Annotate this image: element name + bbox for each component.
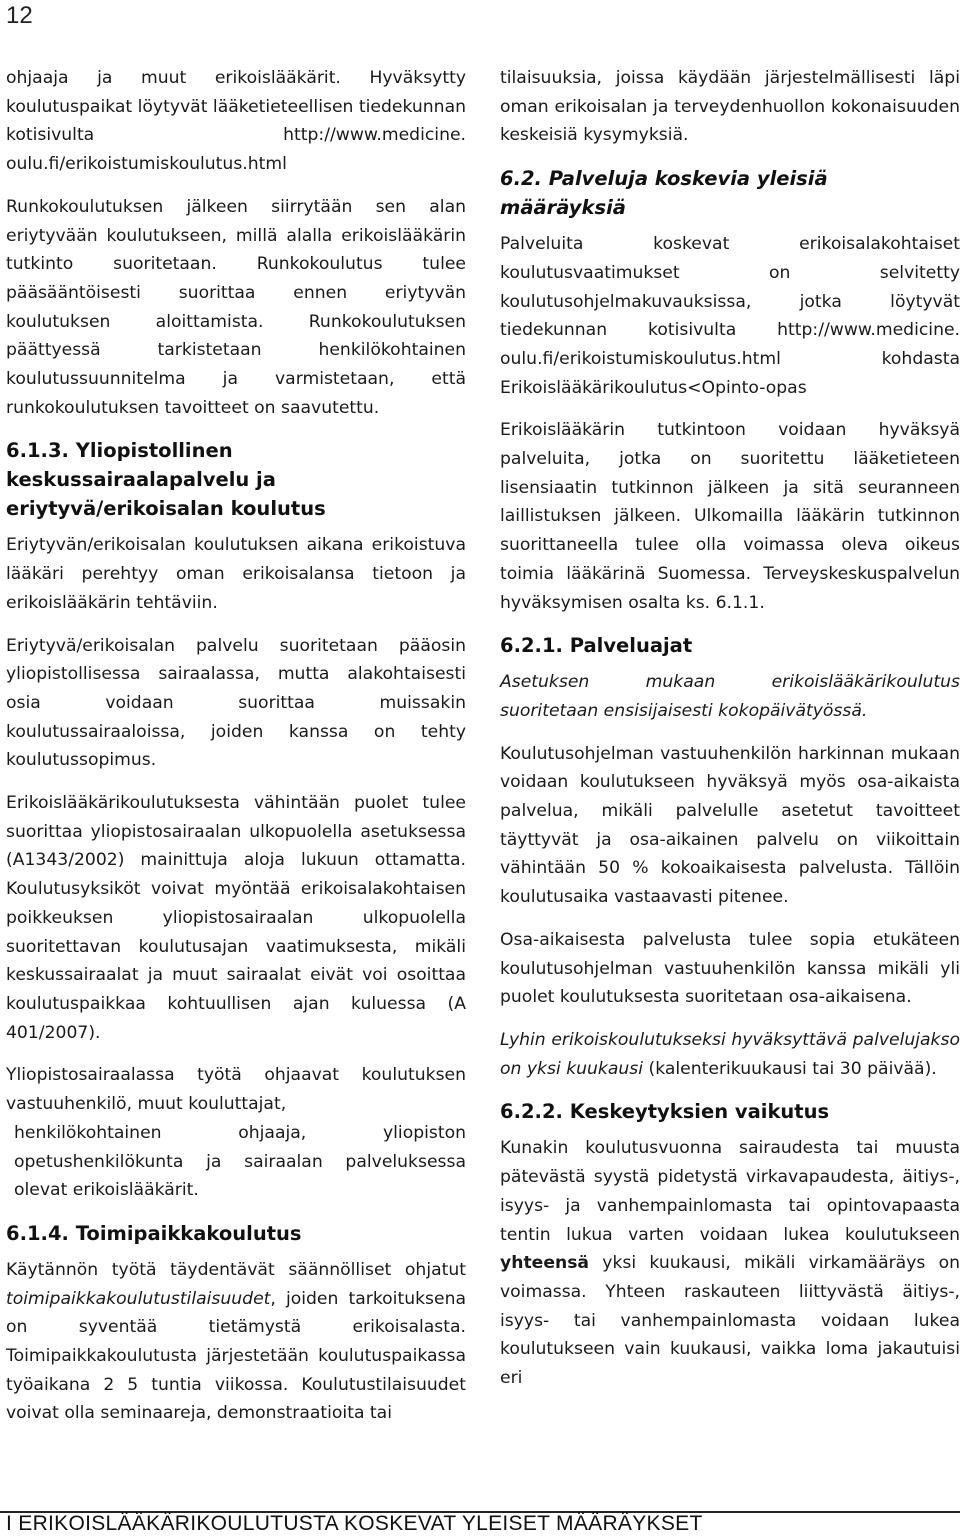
text-run: (kalenterikuukausi tai 30 päivää). bbox=[643, 1058, 937, 1079]
text-run: , joiden tarkoituksena on syventää tietämystä erikoisalasta. Toimipaikkakoulutusta järjestetään koulutuspaikassa työaikana 2 5 tuntia viikossa. Koulutustilaisuudet voivat olla seminaareja, demonstraatioita tai bbox=[6, 1288, 466, 1424]
page-number: 12 bbox=[6, 2, 33, 29]
paragraph: tilaisuuksia, joissa käydään järjestelmällisesti läpi oman erikoisalan ja terveydenhuollon kokonaisuuden keskeisiä kysymyksiä. bbox=[500, 68, 960, 146]
text-run: Käytännön työtä täydentävät säännölliset ohjatut bbox=[6, 1259, 466, 1280]
section-heading-6-2-2: 6.2.2. Keskeytyksien vaikutus bbox=[500, 1100, 830, 1124]
paragraph: Yliopistosairaalassa työtä ohjaavat koulutuksen vastuuhenkilö, muut kouluttajat, bbox=[6, 1065, 466, 1115]
paragraph: Erikoislääkärikoulutuksesta vähintään puolet tulee suorittaa yliopistosairaalan ulkopuolella asetuksessa (A1343/2002) mainittuja aloja lukuun ottamatta. Koulutusyksiköt voivat myöntää erikoisalakohtaisen poikkeuksen yliopistosairaalan ulkopuolella suoritettavan koulutusajan vaatimuksesta, mikäli keskussairaalat ja muut sairaalat eivät voi osoittaa koulutuspaikkaa kohtuullisen ajan kuluessa (A 401/2007). bbox=[6, 793, 466, 1043]
paragraph bbox=[500, 1134, 960, 1392]
paragraph-italic: Asetuksen mukaan erikoislääkärikoulutus suoritetaan ensisijaisesti kokopäivätyössä. bbox=[500, 672, 960, 721]
italic-term: toimipaikkakoulutustilaisuudet bbox=[6, 1288, 271, 1309]
left-column bbox=[6, 64, 466, 1442]
paragraph: Eriytyvä/erikoisalan palvelu suoritetaan pääosin yliopistollisessa sairaalassa, mutta alakohtaisesti osia voidaan suorittaa muissakin koulutussairaaloissa, joiden kanssa on tehty koulutussopimus. bbox=[6, 635, 466, 771]
text-run: Kunakin koulutusvuonna sairaudesta tai muusta pätevästä syystä pidetystä virkavapaudesta, äitiys-, isyys- ja vanhempainlomasta tai opintovapaasta tentin lukua varten voidaan lukea koulutukseen bbox=[500, 1138, 960, 1245]
section-heading-6-1-3: 6.1.3. Yliopistollinen keskussairaalapalvelu ja eriytyvä/erikoisalan koulutus bbox=[6, 439, 326, 521]
paragraph: Osa-aikaisesta palvelusta tulee sopia etukäteen koulutusohjelman vastuuhenkilön kanssa mikäli yli puolet koulutuksesta suoritetaan osa-aikaisena. bbox=[500, 929, 960, 1008]
paragraph: Palveluita koskevat erikoisalakohtaiset koulutusvaatimukset on selvitetty koulutusohjelmakuvauksissa, jotka löytyvät tiedekunnan kotisivulta http://www.medicine. oulu.fi/erikoistumiskoulutus.html kohdasta Erikoislääkärikoulutus<Opinto-opas bbox=[500, 234, 960, 398]
right-column bbox=[500, 64, 960, 1407]
paragraph: Koulutusohjelman vastuuhenkilön harkinnan mukaan voidaan koulutukseen hyväksyä myös osa-aikaista palvelua, mikäli palvelulle asetetut tavoitteet täyttyvät ja osa-aikainen palvelu on viikoittain vähintään 50 % kokoaikaisesta palvelusta. Tällöin koulutusaika vastaavasti pitenee. bbox=[500, 743, 960, 908]
section-heading-6-2-1: 6.2.1. Palveluajat bbox=[500, 634, 693, 658]
paragraph bbox=[6, 1256, 466, 1428]
running-footer: I ERIKOISLÄÄKÄRIKOULUTUSTA KOSKEVAT YLEISET MÄÄRÄYKSET bbox=[6, 1512, 703, 1535]
paragraph: ohjaaja ja muut erikoislääkärit. Hyväksytty koulutuspaikat löytyvät lääketieteellisen tiedekunnan kotisivulta http://www.medicine. oulu.fi/erikoistumiskoulutus.html bbox=[6, 68, 466, 175]
paragraph: Runkokoulutuksen jälkeen siirrytään sen alan eriytyvään koulutukseen, millä alalla erikoislääkärin tutkinto suoritetaan. Runkokoulutus tulee pääsääntöisesti suorittaa ennen eriytyvän koulutuksen aloittamista. Runkokoulutuksen päättyessä tarkistetaan henkilökohtainen koulutussuunnitelma ja varmistetaan, että runkokoulutuksen tavoitteet on saavutettu. bbox=[6, 196, 466, 418]
italic-term: Lyhin erikoiskoulutukseksi hyväksyttävä palvelujakso on yksi kuukausi bbox=[500, 1029, 960, 1079]
section-heading-6-1-4: 6.1.4. Toimipaikkakoulutus bbox=[6, 1221, 302, 1245]
section-heading-6-2: 6.2. Palveluja koskevia yleisiä määräyksiä bbox=[500, 167, 828, 220]
paragraph bbox=[500, 1026, 960, 1083]
paragraph: Erikoislääkärin tutkintoon voidaan hyväksyä palveluita, jotka on suoritettu lääketieteen lisensiaatin tutkinnon jälkeen ja sitä seuranneen laillistuksen jälkeen. Ulkomailla lääkärin tutkinnon suorittaneella tulee olla voimassa oleva oikeus toimia lääkärinä Suomessa. Terveyskeskuspalvelun hyväksymisen osalta ks. 6.1.1. bbox=[500, 420, 960, 613]
bold-term: yhteensä bbox=[500, 1253, 590, 1274]
paragraph: henkilökohtainen ohjaaja, yliopiston opetushenkilökunta ja sairaalan palveluksessa olevat erikoislääkärit. bbox=[14, 1122, 466, 1201]
paragraph: Eriytyvän/erikoisalan koulutuksen aikana erikoistuva lääkäri perehtyy oman erikoisalansa tietoon ja erikoislääkärin tehtäviin. bbox=[6, 535, 466, 613]
text-run: yksi kuukausi, mikäli virkamääräys on voimassa. Yhteen raskauteen liittyvästä äitiys-, isyys- tai vanhempainlomasta voidaan lukea koulutukseen vain kuukausi, vaikka loma jakautuisi eri bbox=[500, 1253, 960, 1389]
